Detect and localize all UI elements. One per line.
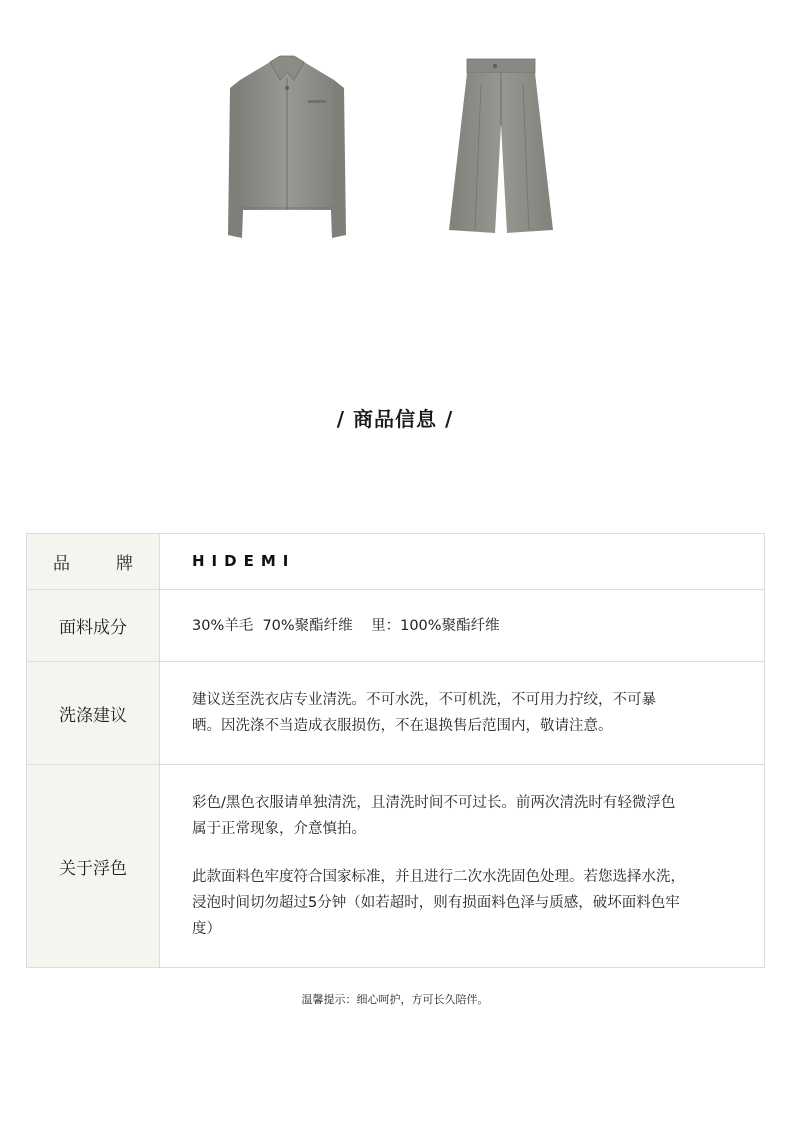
- product-images: [0, 0, 790, 260]
- fading-label: 关于浮色: [27, 765, 160, 968]
- table-row-fabric: [27, 590, 765, 662]
- brand-label-char-2: 牌: [116, 554, 133, 574]
- fading-para1-line-1: 彩色/黑色衣服请单独清洗，且清洗时间不可过长。前两次清洗时有轻微浮色: [192, 795, 676, 811]
- washing-label: 洗涤建议: [27, 662, 160, 765]
- fabric-value: [160, 590, 765, 662]
- jacket-image: [222, 50, 352, 245]
- brand-name: HIDEMI: [192, 552, 296, 570]
- table-row-washing: [27, 662, 765, 765]
- footnote: 温馨提示：细心呵护，方可长久陪伴。: [301, 993, 489, 1006]
- washing-line-1: 建议送至洗衣店专业清洗。不可水洗，不可机洗，不可用力拧绞，不可暴: [192, 692, 656, 708]
- product-info-table: [26, 533, 765, 968]
- fading-value: [160, 765, 765, 968]
- table-row-fading: [27, 765, 765, 968]
- table-row-brand: [27, 534, 765, 590]
- section-title: / 商品信息 /: [336, 407, 454, 431]
- fabric-text: 30%羊毛 70%聚酯纤维 里：100%聚酯纤维: [192, 617, 500, 634]
- washing-value: [160, 662, 765, 765]
- washing-line-2: 晒。因洗涤不当造成衣服损伤，不在退换售后范围内，敬请注意。: [192, 718, 613, 734]
- fading-para2-line-1: 此款面料色牢度符合国家标准，并且进行二次水洗固色处理。若您选择水洗，: [192, 869, 685, 885]
- fading-para1-line-2: 属于正常现象，介意慎拍。: [192, 821, 366, 837]
- brand-label: [27, 534, 160, 590]
- shorts-image: [445, 55, 557, 240]
- fading-para2-line-3: 度）: [192, 921, 221, 937]
- brand-value-cell: [160, 534, 765, 590]
- fabric-label: 面料成分: [27, 590, 160, 662]
- brand-label-char-1: 品: [53, 554, 70, 574]
- fading-para2-line-2: 浸泡时间切勿超过5分钟（如若超时，则有损面料色泽与质感，破坏面料色牢: [192, 895, 680, 911]
